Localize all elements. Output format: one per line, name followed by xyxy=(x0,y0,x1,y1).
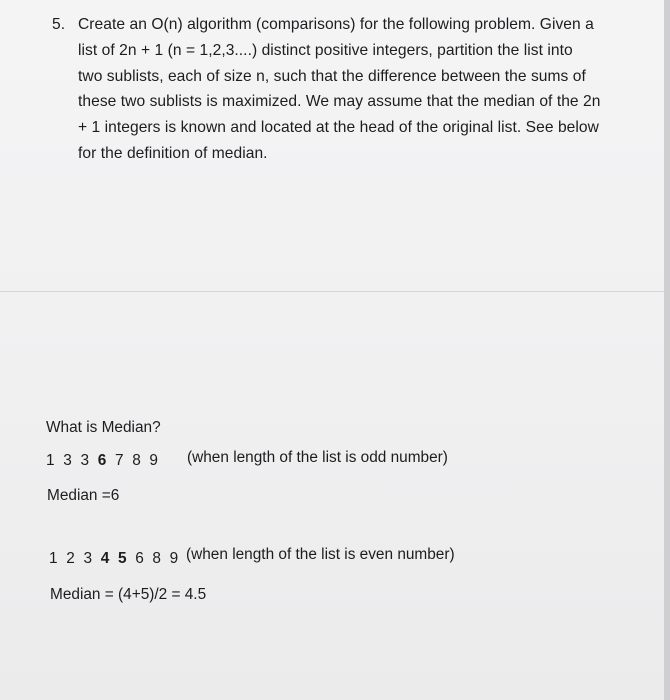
even-median-result: Median = (4+5)/2 = 4.5 xyxy=(50,586,207,603)
question-line-2: list of 2n + 1 (n = 1,2,3....) distinct positive integers, partition the list into xyxy=(78,41,573,59)
odd-sequence-pre: 1 3 3 xyxy=(46,452,98,469)
section-divider xyxy=(0,291,664,292)
even-sequence-median: 4 5 xyxy=(100,550,129,567)
question-number: 5. xyxy=(52,16,66,33)
even-note: (when length of the list is even number) xyxy=(186,546,455,563)
question-5 xyxy=(52,12,642,167)
odd-note: (when length of the list is odd number) xyxy=(187,449,448,466)
even-sequence xyxy=(49,550,180,568)
question-line-1: Create an O(n) algorithm (comparisons) for the following problem. Given a xyxy=(78,16,594,33)
odd-sequence-post: 7 8 9 xyxy=(108,452,161,469)
page-edge xyxy=(664,0,670,700)
even-sequence-post: 6 8 9 xyxy=(128,550,181,567)
odd-sequence-median: 6 xyxy=(97,452,109,469)
odd-median-result: Median =6 xyxy=(47,487,120,504)
odd-sequence xyxy=(46,452,160,470)
question-line-5: + 1 integers is known and located at the head of the original list. See below xyxy=(78,119,599,137)
even-sequence-pre: 1 2 3 xyxy=(49,550,101,567)
median-heading: What is Median? xyxy=(46,419,161,436)
question-line-6: for the definition of median. xyxy=(78,144,268,162)
question-line-3: two sublists, each of size n, such that the difference between the sums of xyxy=(78,67,586,85)
question-line-4: these two sublists is maximized. We may assume that the median of the 2n xyxy=(78,93,601,111)
